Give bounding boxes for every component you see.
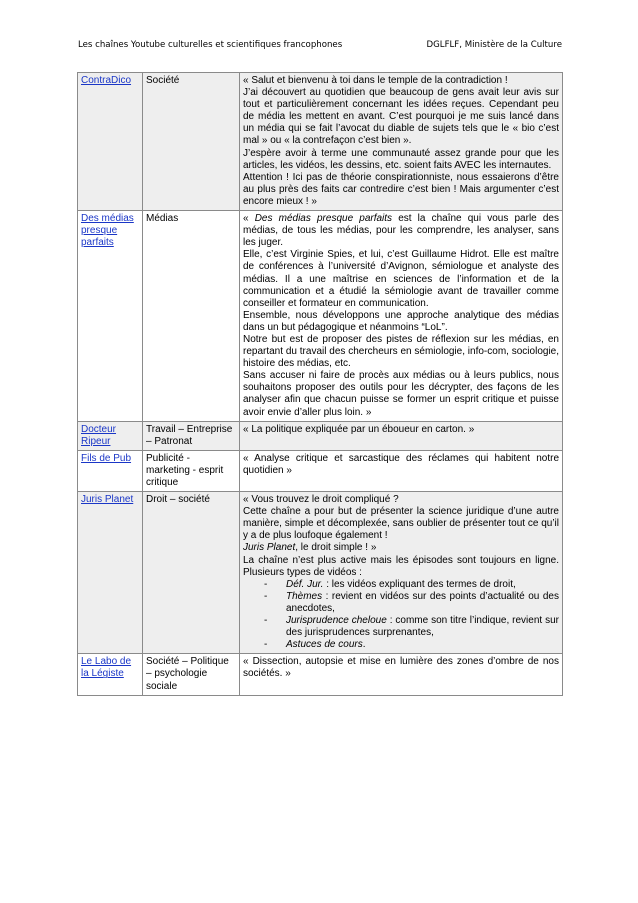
description-paragraph: Notre but est de proposer des pistes de réflexion sur les médias, en repartant du travail des chercheurs en sémiologie, info-com, sociologie, histoire des médias, etc.: [243, 333, 559, 370]
channel-name-cell: [78, 654, 143, 695]
list-item: - Déf. Jur. : les vidéos expliquant des termes de droit,: [264, 578, 516, 590]
table-row: [78, 492, 563, 654]
channel-theme: Médias: [143, 211, 240, 422]
header-organization: DGLFLF, Ministère de la Culture: [426, 40, 562, 50]
table-row: [78, 73, 563, 211]
description-paragraph: « Des médias presque parfaits est la chaîne qui vous parle des médias, de tous les médias, pour les comprendre, les analyser, sans les juger.: [243, 213, 559, 249]
description-paragraph: « La politique expliquée par un éboueur en carton. »: [243, 423, 475, 435]
description-paragraph: Cette chaîne a pour but de présenter la science juridique d’une autre manière, simple et décomplexée, sans oublier de présenter tout ce qu’il y a de plus loufoque également !: [243, 506, 559, 542]
list-item: - Jurisprudence cheloue : comme son titre l’indique, revient sur des jurisprudences surprenantes,: [264, 615, 560, 639]
description-paragraph: Sans accuser ni faire de procès aux médias ou à leurs publics, nous souhaitons proposer des outils pour les décrypter, des façons de les analyser afin que chacun puisse se former un esprit critique et puisse avoir envie d’aller plus loin. »: [243, 370, 559, 418]
table-row: [78, 654, 563, 695]
channel-link-fils-de-pub[interactable]: Fils de Pub: [81, 452, 132, 464]
channel-description: [240, 421, 563, 450]
channel-link-juris-planet[interactable]: Juris Planet: [81, 494, 134, 506]
list-item: - Astuces de cours.: [264, 639, 366, 651]
channel-name-cell: [78, 421, 143, 450]
channel-description: [240, 73, 563, 211]
description-paragraph: J’espère avoir à terme une communauté assez grande pour que les articles, les vidéos, les dessins, etc. soient faits AVEC les internautes.: [243, 147, 559, 171]
table-row: [78, 450, 563, 491]
description-paragraph: J’ai découvert au quotidien que beaucoup de gens avait leur avis sur tout et particulièrement concernant les idées reçues. Cependant peu de média les mettent en avant. C’est pourquoi je me suis lancé dans un média qui se fait l’avocat du diable de sujets tels que le « bio c’est mal » ou « la contrefaçon c’est bien ».: [243, 87, 559, 147]
channel-name-cell: [78, 73, 143, 211]
video-types-list: [243, 579, 559, 652]
channel-description: [240, 654, 563, 695]
table-row: [78, 211, 563, 422]
description-paragraph: « Dissection, autopsie et mise en lumière des zones d’ombre de nos sociétés. »: [243, 656, 559, 680]
channel-title-italic: Juris Planet: [243, 542, 296, 554]
description-paragraph: Ensemble, nous développons une approche analytique des médias dans un but pédagogique et néanmoins “LoL”.: [243, 309, 559, 333]
channel-description: [240, 492, 563, 654]
channel-theme: Droit – société: [143, 492, 240, 654]
description-paragraph: « Vous trouvez le droit compliqué ?: [243, 494, 399, 506]
description-paragraph: Juris Planet, le droit simple ! »: [243, 542, 377, 554]
channel-name-cell: [78, 492, 143, 654]
channel-link-des-medias-presque-parfaits[interactable]: Des médias presque parfaits: [81, 213, 134, 249]
channel-description: [240, 211, 563, 422]
channel-theme: Société – Politique – psychologie sociale: [143, 654, 240, 695]
channel-theme: Société: [143, 73, 240, 211]
description-paragraph: Attention ! Ici pas de théorie conspirationniste, nous essaierons d’être au plus près des faits car contredire c’est bien ! Mais argumenter c’est encore mieux ! »: [243, 171, 559, 207]
list-item: - Thèmes : revient en vidéos sur des points d’actualité ou des anecdotes,: [264, 590, 559, 614]
table-row: [78, 421, 563, 450]
channel-link-docteur-ripeur[interactable]: Docteur Ripeur: [81, 423, 117, 447]
description-paragraph: « Analyse critique et sarcastique des réclames qui habitent notre quotidien »: [243, 452, 559, 476]
description-paragraph: Elle, c’est Virginie Spies, et lui, c’est Guillaume Hidrot. Elle est maître de conférences à l’université d’Avignon, sémiologue et analyste des médias. Il a une maîtrise en sciences de l’information et de la communication et a étudié la sémiologie avant de travailler comme conseiller et formateur en communication.: [243, 249, 559, 309]
channel-theme: Travail – Entreprise – Patronat: [143, 421, 240, 450]
description-paragraph: « Salut et bienvenu à toi dans le temple de la contradiction !: [243, 75, 508, 86]
channel-description: [240, 450, 563, 491]
channel-title-italic: Des médias presque parfaits: [254, 213, 393, 225]
channels-table: [77, 72, 563, 696]
channel-name-cell: [78, 450, 143, 491]
description-paragraph: La chaîne n’est plus active mais les épisodes sont toujours en ligne. Plusieurs types de vidéos :: [243, 554, 559, 578]
channel-name-cell: [78, 211, 143, 422]
header-document-title: Les chaînes Youtube culturelles et scientifiques francophones: [78, 40, 343, 50]
channel-theme: Publicité - marketing - esprit critique: [143, 450, 240, 491]
channel-link-contradico[interactable]: ContraDico: [81, 75, 132, 86]
channel-link-le-labo-de-la-legiste[interactable]: Le Labo de la Légiste: [81, 656, 132, 680]
